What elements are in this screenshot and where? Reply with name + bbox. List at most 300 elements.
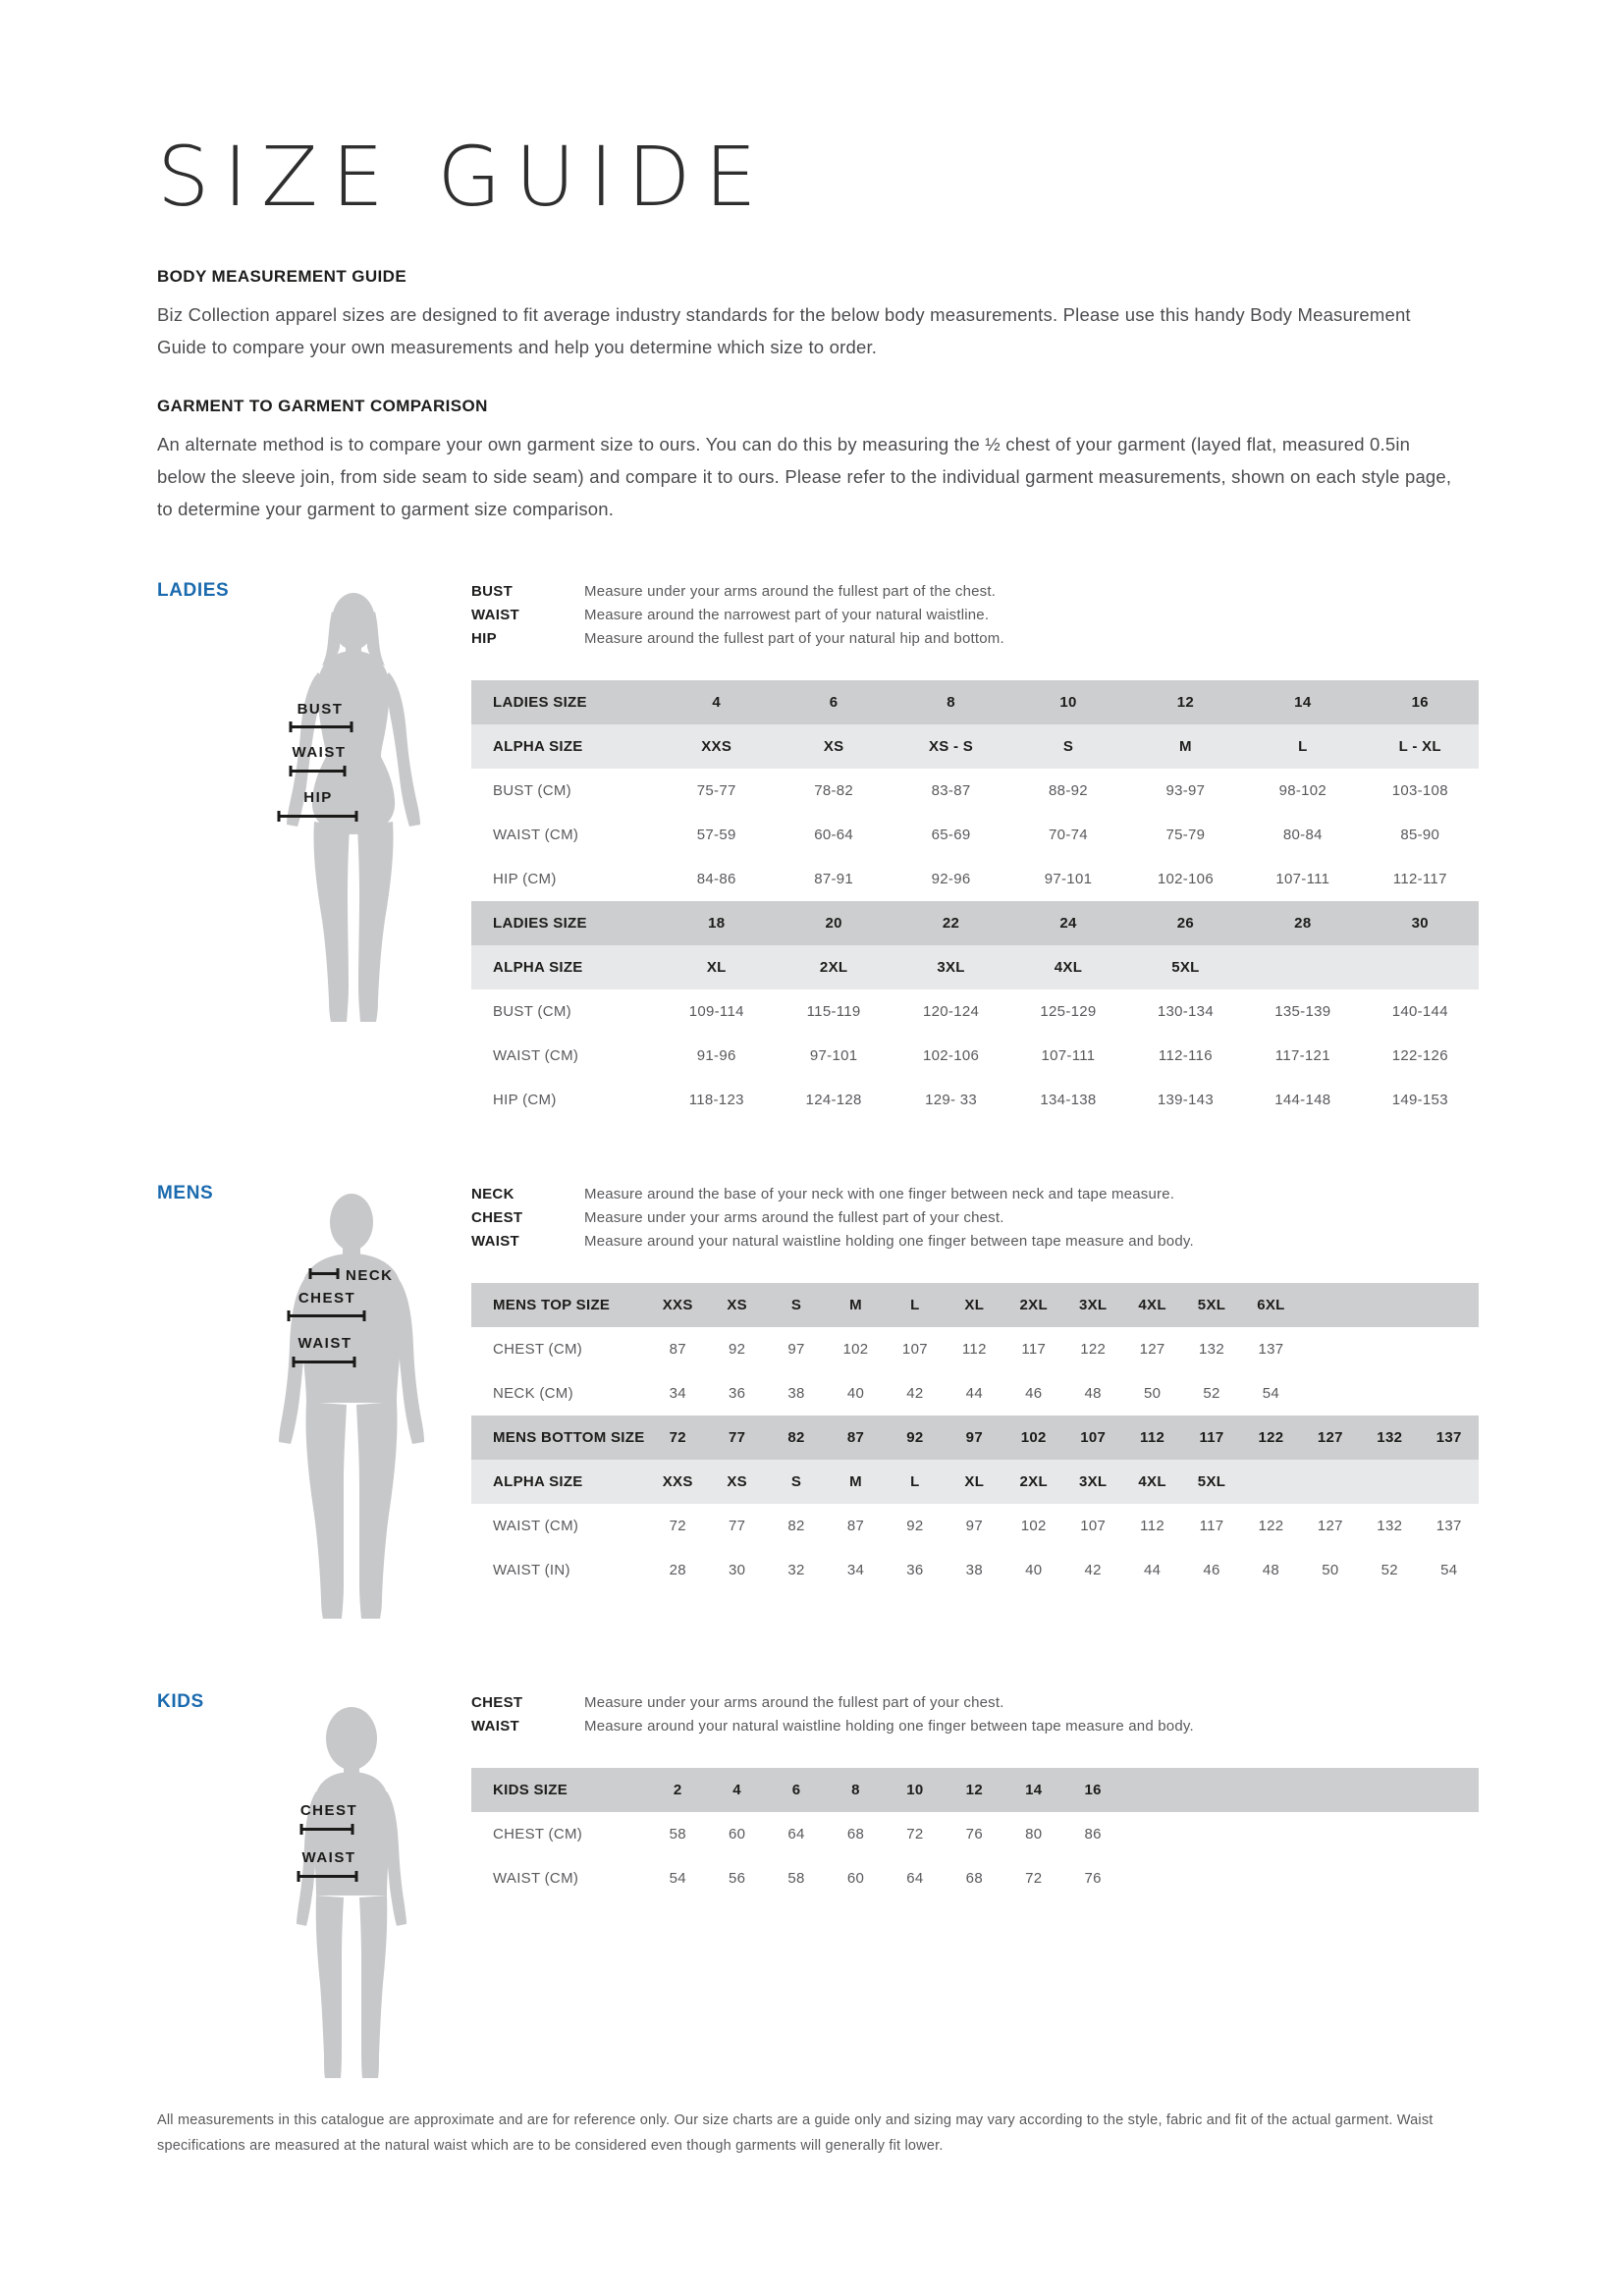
size-cell: 86: [1063, 1812, 1122, 1856]
row-label: BUST (CM): [471, 769, 658, 813]
row-label: BUST (CM): [471, 989, 658, 1034]
definition-row: [471, 604, 1479, 627]
size-cell: M: [826, 1460, 885, 1504]
size-cell: [1244, 945, 1361, 989]
hip-figure-label: HIP: [303, 789, 333, 806]
size-cell: 78-82: [775, 769, 892, 813]
size-cell: 42: [886, 1371, 945, 1415]
size-cell: 54: [648, 1856, 707, 1900]
size-cell: [1301, 1460, 1360, 1504]
size-cell: [1360, 1283, 1419, 1327]
size-cell: 115-119: [775, 989, 892, 1034]
size-header-row: [471, 724, 1479, 769]
size-cell: XXS: [648, 1283, 707, 1327]
size-cell: 44: [1122, 1548, 1181, 1592]
size-cell: 102-106: [893, 1034, 1009, 1078]
garment-comparison-text: An alternate method is to compare your own garment size to ours. You can do this by measuring the ½ chest of your garment (layed flat, measured 0.5in below the sleeve join, from side seam to side seam) and compare it to ours. Please refer to the individual garment measurements, shown on each style page, to determine your garment to garment size comparison.: [157, 434, 1452, 519]
size-cell: 42: [1063, 1548, 1122, 1592]
size-cell: XS - S: [893, 724, 1009, 769]
size-cell: 137: [1241, 1327, 1300, 1371]
size-cell: 12: [1127, 680, 1244, 724]
size-cell: M: [826, 1283, 885, 1327]
size-cell: 40: [1004, 1548, 1063, 1592]
size-cell: 93-97: [1127, 769, 1244, 813]
size-cell: [1182, 1812, 1241, 1856]
size-cell: [1182, 1856, 1241, 1900]
size-cell: 91-96: [658, 1034, 775, 1078]
row-label: KIDS SIZE: [471, 1768, 648, 1812]
size-cell: [1122, 1856, 1181, 1900]
row-label: ALPHA SIZE: [471, 724, 658, 769]
size-cell: 30: [707, 1548, 766, 1592]
measurement-row: [471, 1812, 1479, 1856]
size-cell: 38: [945, 1548, 1003, 1592]
mens-figure: [245, 1191, 461, 1623]
row-label: CHEST (CM): [471, 1327, 648, 1371]
size-cell: 30: [1362, 901, 1479, 945]
size-cell: L: [1244, 724, 1361, 769]
size-cell: 44: [945, 1371, 1003, 1415]
size-cell: 48: [1063, 1371, 1122, 1415]
size-cell: 112-117: [1362, 857, 1479, 901]
size-cell: 64: [767, 1812, 826, 1856]
size-cell: 28: [1244, 901, 1361, 945]
measurement-row: [471, 857, 1479, 901]
measurement-row: [471, 1034, 1479, 1078]
size-cell: 132: [1360, 1504, 1419, 1548]
size-cell: 102: [826, 1327, 885, 1371]
size-cell: [1122, 1768, 1181, 1812]
size-cell: XXS: [658, 724, 775, 769]
definition-term: NECK: [471, 1186, 514, 1202]
measurement-row: [471, 1504, 1479, 1548]
size-cell: 50: [1301, 1548, 1360, 1592]
size-cell: XL: [945, 1460, 1003, 1504]
size-cell: 77: [707, 1504, 766, 1548]
size-cell: 10: [1009, 680, 1126, 724]
size-cell: 124-128: [775, 1078, 892, 1122]
size-cell: 130-134: [1127, 989, 1244, 1034]
kids-section-label: KIDS: [157, 1691, 204, 1712]
size-cell: XS: [775, 724, 892, 769]
size-cell: 40: [826, 1371, 885, 1415]
size-cell: 54: [1241, 1371, 1300, 1415]
size-cell: L: [886, 1283, 945, 1327]
definition-text: Measure around your natural waistline holding one finger between tape measure and body.: [584, 1718, 1194, 1735]
definition-text: Measure around the narrowest part of your natural waistline.: [584, 607, 990, 623]
size-cell: 144-148: [1244, 1078, 1361, 1122]
size-cell: L - XL: [1362, 724, 1479, 769]
size-cell: 98-102: [1244, 769, 1361, 813]
size-cell: 75-77: [658, 769, 775, 813]
size-cell: 137: [1419, 1415, 1479, 1460]
size-cell: 76: [1063, 1856, 1122, 1900]
female-silhouette: [287, 593, 420, 1022]
size-cell: 107: [886, 1327, 945, 1371]
size-header-row: [471, 1283, 1479, 1327]
size-cell: M: [1127, 724, 1244, 769]
size-cell: [1182, 1768, 1241, 1812]
waist-figure-label: WAIST: [292, 744, 347, 761]
size-cell: 18: [658, 901, 775, 945]
measurement-row: [471, 989, 1479, 1034]
mens-size-table: [471, 1283, 1479, 1592]
size-cell: 4XL: [1122, 1283, 1181, 1327]
definition-text: Measure under your arms around the fullest part of your chest.: [584, 1209, 1004, 1226]
ladies-section-left: [157, 580, 471, 1122]
size-cell: 132: [1360, 1415, 1419, 1460]
size-cell: 107: [1063, 1504, 1122, 1548]
size-cell: 60-64: [775, 813, 892, 857]
size-cell: 72: [648, 1504, 707, 1548]
body-measurement-guide-heading: BODY MEASUREMENT GUIDE: [157, 267, 407, 286]
size-cell: [1419, 1812, 1479, 1856]
neck-figure-label: NECK: [346, 1267, 394, 1284]
size-cell: 46: [1004, 1371, 1063, 1415]
size-cell: 32: [767, 1548, 826, 1592]
garment-comparison-heading: GARMENT TO GARMENT COMPARISON: [157, 397, 488, 415]
size-cell: 112: [945, 1327, 1003, 1371]
size-cell: [1360, 1460, 1419, 1504]
size-cell: 85-90: [1362, 813, 1479, 857]
size-cell: 60: [826, 1856, 885, 1900]
definition-row: [471, 1206, 1479, 1230]
size-cell: 149-153: [1362, 1078, 1479, 1122]
size-cell: [1419, 1371, 1479, 1415]
size-cell: 83-87: [893, 769, 1009, 813]
row-label: MENS TOP SIZE: [471, 1283, 648, 1327]
ladies-section-label: LADIES: [157, 580, 230, 601]
mens-section: [157, 1183, 1479, 1623]
size-cell: 8: [826, 1768, 885, 1812]
size-cell: 97: [945, 1504, 1003, 1548]
size-cell: [1360, 1856, 1419, 1900]
size-cell: 88-92: [1009, 769, 1126, 813]
size-cell: 14: [1004, 1768, 1063, 1812]
size-cell: 72: [886, 1812, 945, 1856]
kids-section-content: [471, 1691, 1479, 2092]
waist-figure-label: WAIST: [301, 1849, 356, 1866]
size-cell: 135-139: [1244, 989, 1361, 1034]
size-cell: [1419, 1283, 1479, 1327]
intro-section: [157, 267, 1479, 525]
size-cell: 5XL: [1127, 945, 1244, 989]
size-cell: [1301, 1768, 1360, 1812]
size-header-row: [471, 1460, 1479, 1504]
size-cell: 4XL: [1122, 1460, 1181, 1504]
definition-term: CHEST: [471, 1694, 523, 1711]
size-cell: [1301, 1856, 1360, 1900]
row-label: LADIES SIZE: [471, 680, 658, 724]
size-cell: 77: [707, 1415, 766, 1460]
kids-figure: [245, 1699, 461, 2092]
row-label: WAIST (CM): [471, 1504, 648, 1548]
size-cell: 72: [1004, 1856, 1063, 1900]
chest-figure-label: CHEST: [299, 1802, 358, 1819]
definition-term: HIP: [471, 630, 497, 647]
row-label: WAIST (IN): [471, 1548, 648, 1592]
size-cell: 28: [648, 1548, 707, 1592]
size-cell: [1241, 1856, 1300, 1900]
size-cell: [1360, 1812, 1419, 1856]
size-cell: 103-108: [1362, 769, 1479, 813]
size-cell: [1360, 1768, 1419, 1812]
size-cell: 107: [1063, 1415, 1122, 1460]
measurement-row: [471, 813, 1479, 857]
size-cell: 5XL: [1182, 1460, 1241, 1504]
size-cell: 82: [767, 1415, 826, 1460]
size-cell: 72: [648, 1415, 707, 1460]
row-label: WAIST (CM): [471, 1856, 648, 1900]
mens-definitions: [471, 1183, 1479, 1254]
size-cell: 6: [767, 1768, 826, 1812]
size-cell: 75-79: [1127, 813, 1244, 857]
size-cell: 92: [886, 1504, 945, 1548]
measurement-row: [471, 769, 1479, 813]
size-cell: 125-129: [1009, 989, 1126, 1034]
size-cell: [1362, 945, 1479, 989]
size-cell: [1241, 1812, 1300, 1856]
row-label: ALPHA SIZE: [471, 945, 658, 989]
size-cell: 129- 33: [893, 1078, 1009, 1122]
size-cell: 2: [648, 1768, 707, 1812]
kids-size-table: [471, 1768, 1479, 1900]
size-cell: 24: [1009, 901, 1126, 945]
measurement-row: [471, 1327, 1479, 1371]
size-cell: 102: [1004, 1415, 1063, 1460]
size-cell: 127: [1301, 1415, 1360, 1460]
size-cell: 58: [648, 1812, 707, 1856]
waist-figure-label: WAIST: [298, 1335, 352, 1352]
ladies-section-content: [471, 580, 1479, 1122]
size-cell: 54: [1419, 1548, 1479, 1592]
size-cell: 52: [1182, 1371, 1241, 1415]
size-cell: 109-114: [658, 989, 775, 1034]
size-cell: [1360, 1327, 1419, 1371]
size-cell: XS: [707, 1283, 766, 1327]
row-label: NECK (CM): [471, 1371, 648, 1415]
size-cell: 122-126: [1362, 1034, 1479, 1078]
row-label: MENS BOTTOM SIZE: [471, 1415, 648, 1460]
definition-term: CHEST: [471, 1209, 523, 1226]
male-silhouette: [279, 1194, 424, 1619]
size-cell: 120-124: [893, 989, 1009, 1034]
size-cell: 2XL: [1004, 1460, 1063, 1504]
size-cell: 117: [1182, 1504, 1241, 1548]
size-cell: 97: [767, 1327, 826, 1371]
size-cell: 2XL: [775, 945, 892, 989]
size-cell: 76: [945, 1812, 1003, 1856]
size-cell: XL: [945, 1283, 1003, 1327]
mens-section-left: [157, 1183, 471, 1623]
size-cell: 34: [826, 1548, 885, 1592]
child-silhouette: [297, 1707, 406, 2078]
size-cell: [1419, 1327, 1479, 1371]
size-header-row: [471, 1415, 1479, 1460]
size-cell: 122: [1241, 1415, 1300, 1460]
size-cell: 97-101: [1009, 857, 1126, 901]
size-cell: 107-111: [1244, 857, 1361, 901]
size-cell: 46: [1182, 1548, 1241, 1592]
size-cell: 14: [1244, 680, 1361, 724]
size-cell: 50: [1122, 1371, 1181, 1415]
size-cell: [1241, 1460, 1300, 1504]
size-cell: 132: [1182, 1327, 1241, 1371]
body-measurement-guide-text: Biz Collection apparel sizes are designed to fit average industry standards for the below body measurements. Please use this handy Body Measurement Guide to compare your own measurements and help you determine which size to order.: [157, 304, 1411, 357]
size-cell: 117: [1004, 1327, 1063, 1371]
definition-row: [471, 1715, 1479, 1738]
definition-term: WAIST: [471, 1233, 519, 1250]
size-cell: 87: [826, 1504, 885, 1548]
size-cell: 87: [648, 1327, 707, 1371]
definition-text: Measure around the base of your neck with one finger between neck and tape measure.: [584, 1186, 1175, 1202]
size-cell: 117: [1182, 1415, 1241, 1460]
size-header-row: [471, 1768, 1479, 1812]
size-cell: [1301, 1812, 1360, 1856]
size-cell: [1301, 1327, 1360, 1371]
size-cell: 34: [648, 1371, 707, 1415]
definition-text: Measure under your arms around the fullest part of your chest.: [584, 1694, 1004, 1711]
measurement-row: [471, 1856, 1479, 1900]
size-cell: 122: [1063, 1327, 1122, 1371]
size-cell: 102: [1004, 1504, 1063, 1548]
size-cell: 36: [707, 1371, 766, 1415]
ladies-definitions: [471, 580, 1479, 651]
bust-figure-label: BUST: [297, 701, 344, 718]
size-cell: 2XL: [1004, 1283, 1063, 1327]
size-cell: 10: [886, 1768, 945, 1812]
row-label: WAIST (CM): [471, 1034, 658, 1078]
ladies-size-table-2: [471, 901, 1479, 1122]
size-cell: 26: [1127, 901, 1244, 945]
chest-figure-label: CHEST: [298, 1290, 356, 1307]
size-cell: [1122, 1812, 1181, 1856]
size-cell: S: [767, 1283, 826, 1327]
size-cell: 70-74: [1009, 813, 1126, 857]
size-cell: 112: [1122, 1504, 1181, 1548]
size-cell: 56: [707, 1856, 766, 1900]
size-cell: 48: [1241, 1548, 1300, 1592]
size-header-row: [471, 901, 1479, 945]
mens-section-content: [471, 1183, 1479, 1623]
size-cell: 3XL: [893, 945, 1009, 989]
measurement-row: [471, 1371, 1479, 1415]
size-cell: 122: [1241, 1504, 1300, 1548]
size-cell: 87-91: [775, 857, 892, 901]
size-cell: 4: [707, 1768, 766, 1812]
ladies-section: [157, 580, 1479, 1122]
size-cell: [1419, 1856, 1479, 1900]
ladies-size-table-1: [471, 680, 1479, 901]
size-cell: [1301, 1371, 1360, 1415]
size-cell: [1419, 1460, 1479, 1504]
size-cell: 92: [707, 1327, 766, 1371]
size-cell: [1419, 1768, 1479, 1812]
size-cell: 3XL: [1063, 1460, 1122, 1504]
size-cell: S: [1009, 724, 1126, 769]
size-cell: 38: [767, 1371, 826, 1415]
size-cell: 97-101: [775, 1034, 892, 1078]
page-title: SIZE GUIDE: [157, 129, 771, 225]
size-cell: 68: [826, 1812, 885, 1856]
size-cell: 118-123: [658, 1078, 775, 1122]
size-cell: 82: [767, 1504, 826, 1548]
size-cell: 36: [886, 1548, 945, 1592]
size-cell: 117-121: [1244, 1034, 1361, 1078]
size-header-row: [471, 945, 1479, 989]
row-label: HIP (CM): [471, 857, 658, 901]
size-cell: 80: [1004, 1812, 1063, 1856]
row-label: ALPHA SIZE: [471, 1460, 648, 1504]
size-cell: 137: [1419, 1504, 1479, 1548]
size-cell: 107-111: [1009, 1034, 1126, 1078]
kids-section: [157, 1691, 1479, 2092]
definition-row: [471, 580, 1479, 604]
definition-row: [471, 1230, 1479, 1254]
size-cell: 87: [826, 1415, 885, 1460]
definition-row: [471, 627, 1479, 651]
size-cell: 102-106: [1127, 857, 1244, 901]
row-label: HIP (CM): [471, 1078, 658, 1122]
row-label: CHEST (CM): [471, 1812, 648, 1856]
size-cell: 6XL: [1241, 1283, 1300, 1327]
size-cell: 92-96: [893, 857, 1009, 901]
size-cell: 65-69: [893, 813, 1009, 857]
row-label: LADIES SIZE: [471, 901, 658, 945]
size-cell: 12: [945, 1768, 1003, 1812]
size-cell: 140-144: [1362, 989, 1479, 1034]
size-cell: XS: [707, 1460, 766, 1504]
size-cell: 60: [707, 1812, 766, 1856]
mens-section-label: MENS: [157, 1183, 214, 1203]
size-cell: 97: [945, 1415, 1003, 1460]
size-header-row: [471, 680, 1479, 724]
kids-section-left: [157, 1691, 471, 2092]
size-cell: 22: [893, 901, 1009, 945]
size-cell: 6: [775, 680, 892, 724]
size-cell: 127: [1301, 1504, 1360, 1548]
size-cell: 20: [775, 901, 892, 945]
size-cell: 52: [1360, 1548, 1419, 1592]
definition-term: BUST: [471, 583, 514, 600]
size-cell: S: [767, 1460, 826, 1504]
size-cell: 84-86: [658, 857, 775, 901]
size-cell: XL: [658, 945, 775, 989]
size-cell: 112-116: [1127, 1034, 1244, 1078]
definition-text: Measure under your arms around the fullest part of the chest.: [584, 583, 997, 600]
size-cell: 4: [658, 680, 775, 724]
definition-term: WAIST: [471, 607, 519, 623]
size-cell: XXS: [648, 1460, 707, 1504]
footer-disclaimer: All measurements in this catalogue are approximate and are for reference only. Our size charts are a guide only and sizing may vary according to the style, fabric and fit of the actual garment. Waist specifications are measured at the natural waist which are to be considered even though garments will generally fit lower.: [157, 2112, 1434, 2154]
size-cell: 16: [1362, 680, 1479, 724]
size-cell: 5XL: [1182, 1283, 1241, 1327]
row-label: WAIST (CM): [471, 813, 658, 857]
size-cell: 92: [886, 1415, 945, 1460]
size-cell: [1301, 1283, 1360, 1327]
size-cell: 8: [893, 680, 1009, 724]
size-cell: 16: [1063, 1768, 1122, 1812]
size-cell: [1241, 1768, 1300, 1812]
size-cell: [1360, 1371, 1419, 1415]
definition-text: Measure around the fullest part of your natural hip and bottom.: [584, 630, 1004, 647]
size-cell: 80-84: [1244, 813, 1361, 857]
size-cell: 68: [945, 1856, 1003, 1900]
kids-definitions: [471, 1691, 1479, 1738]
measurement-row: [471, 1078, 1479, 1122]
size-cell: 64: [886, 1856, 945, 1900]
size-cell: 57-59: [658, 813, 775, 857]
